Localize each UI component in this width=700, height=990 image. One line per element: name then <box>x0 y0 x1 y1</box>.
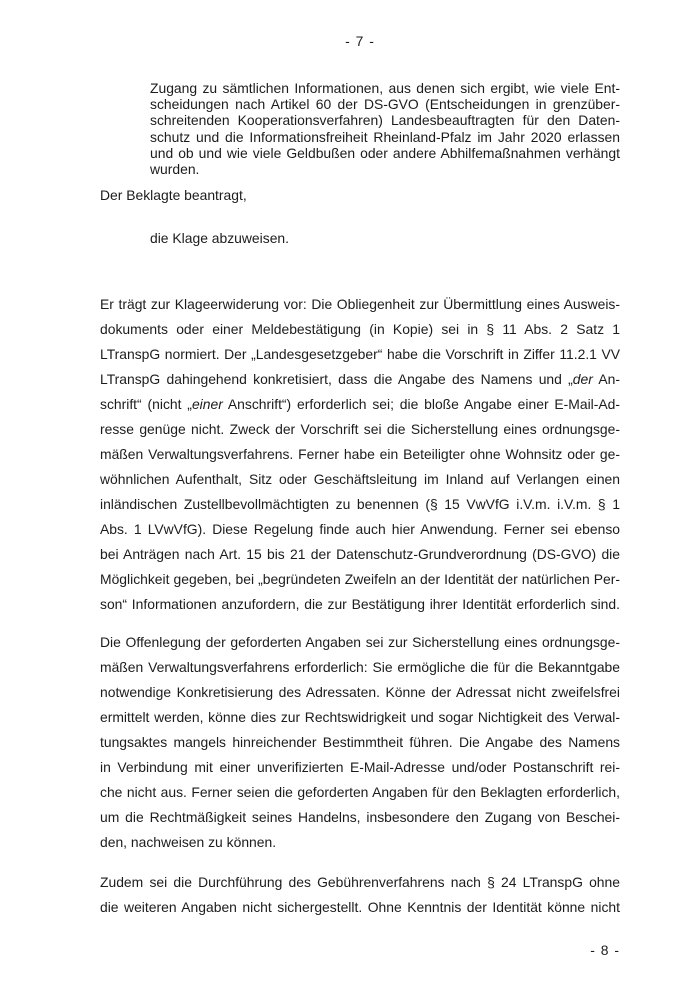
body-text: An- <box>592 371 620 387</box>
body-line: dokuments oder einer Meldebestätigung (in Kopie) sei in § 11 Abs. 2 Satz 1 <box>100 321 620 337</box>
body-text: Anschrift“) erforderlich sei; die bloße Angabe einer E-Mail-Ad- <box>222 396 621 412</box>
italic-emphasis: der <box>572 371 593 387</box>
page-number-footer: - 8 - <box>590 942 620 958</box>
body-line: son“ Informationen anzufordern, die zur Bestätigung ihrer Identität erforderlich sind. <box>100 596 620 612</box>
body-line: den, nachweisen zu können. <box>100 834 277 850</box>
quote-line: und ob und wie viele Geldbußen oder andere Abhilfemaßnahmen verhängt <box>150 144 620 161</box>
quote-line: schutz und die Informationsfreiheit Rheinland-Pfalz im Jahr 2020 erlassen <box>150 128 620 145</box>
quote-line: scheidungen nach Artikel 60 der DS-GVO (Entscheidungen in grenzüber- <box>150 96 620 113</box>
body-line: che nicht aus. Ferner seien die geforderten Angaben für den Beklagten erforderlich, <box>100 784 620 800</box>
quote-line: wurden. <box>150 161 200 178</box>
body-line: Er trägt zur Klageerwiderung vor: Die Obliegenheit zur Übermittlung eines Ausweis- <box>100 296 620 312</box>
body-line: resse genüge nicht. Zweck der Vorschrift sei die Sicherstellung eines ordnungsge- <box>100 421 620 437</box>
body-line: tungsaktes mangels hinreichender Bestimmtheit führen. Die Angabe des Namens <box>100 734 620 750</box>
body-text: LTranspG dahingehend konkretisiert, dass die Angabe des Namens und „ <box>100 371 573 387</box>
quote-line: Zugang zu sämtlichen Informationen, aus denen sich ergibt, wie viele Ent- <box>150 80 620 96</box>
fees-argument-paragraph <box>100 870 620 920</box>
body-line: mäßen Verwaltungsverfahrens erforderlich: Sie ermögliche die für die Bekanntgabe <box>100 659 620 675</box>
body-line <box>100 392 620 417</box>
page-number-header: - 7 - <box>345 33 375 49</box>
body-line: inländischen Zustellbevollmächtigten zu benennen (§ 15 VwVfG i.V.m. i.V.m. § 1 <box>100 496 620 512</box>
defendant-request-intro: Der Beklagte beantragt, <box>100 187 247 203</box>
body-line: LTranspG normiert. Der „Landesgesetzgeber“ habe die Vorschrift in Ziffer 11.2.1 VV <box>100 346 620 362</box>
body-line: Abs. 1 LVwVfG). Diese Regelung finde auch hier Anwendung. Ferner sei ebenso <box>100 521 620 537</box>
quoted-claim-block <box>150 80 620 177</box>
body-line: Möglichkeit gegeben, bei „begründeten Zweifeln an der Identität der natürlichen Per- <box>100 571 620 587</box>
body-line: in Verbindung mit einer unverifizierten E-Mail-Adresse und/oder Postanschrift rei- <box>100 759 620 775</box>
quote-line: schreitenden Kooperationsverfahren) Landesbeauftragten für den Daten- <box>150 112 620 129</box>
defendant-petition: die Klage abzuweisen. <box>150 230 290 246</box>
reply-argument-paragraph <box>100 292 620 617</box>
body-line: ermittelt werden, könne dies zur Rechtswidrigkeit und sogar Nichtigkeit des Verwal- <box>100 709 620 725</box>
body-line: mäßen Verwaltungsverfahrens. Ferner habe ein Beteiligter ohne Wohnsitz oder ge- <box>100 446 620 462</box>
italic-emphasis: einer <box>191 396 223 412</box>
disclosure-argument-paragraph <box>100 630 620 855</box>
body-line <box>100 367 620 392</box>
body-line: um die Rechtmäßigkeit seines Handelns, insbesondere den Zugang von Beschei- <box>100 809 620 825</box>
body-line: Die Offenlegung der geforderten Angaben sei zur Sicherstellung eines ordnungsge- <box>100 634 620 650</box>
body-line: die weiteren Angaben nicht sichergestellt. Ohne Kenntnis der Identität könne nicht <box>100 899 620 915</box>
body-line: Zudem sei die Durchführung des Gebührenverfahrens nach § 24 LTranspG ohne <box>100 874 620 890</box>
body-line: wöhnlichen Aufenthalt, Sitz oder Geschäftsleitung im Inland auf Verlangen einen <box>100 471 620 487</box>
body-line: bei Anträgen nach Art. 15 bis 21 der Datenschutz-Grundverordnung (DS-GVO) die <box>100 546 620 562</box>
body-text: schrift“ (nicht „ <box>100 396 192 412</box>
body-line: notwendige Konkretisierung des Adressaten. Könne der Adressat nicht zweifelsfrei <box>100 684 620 700</box>
